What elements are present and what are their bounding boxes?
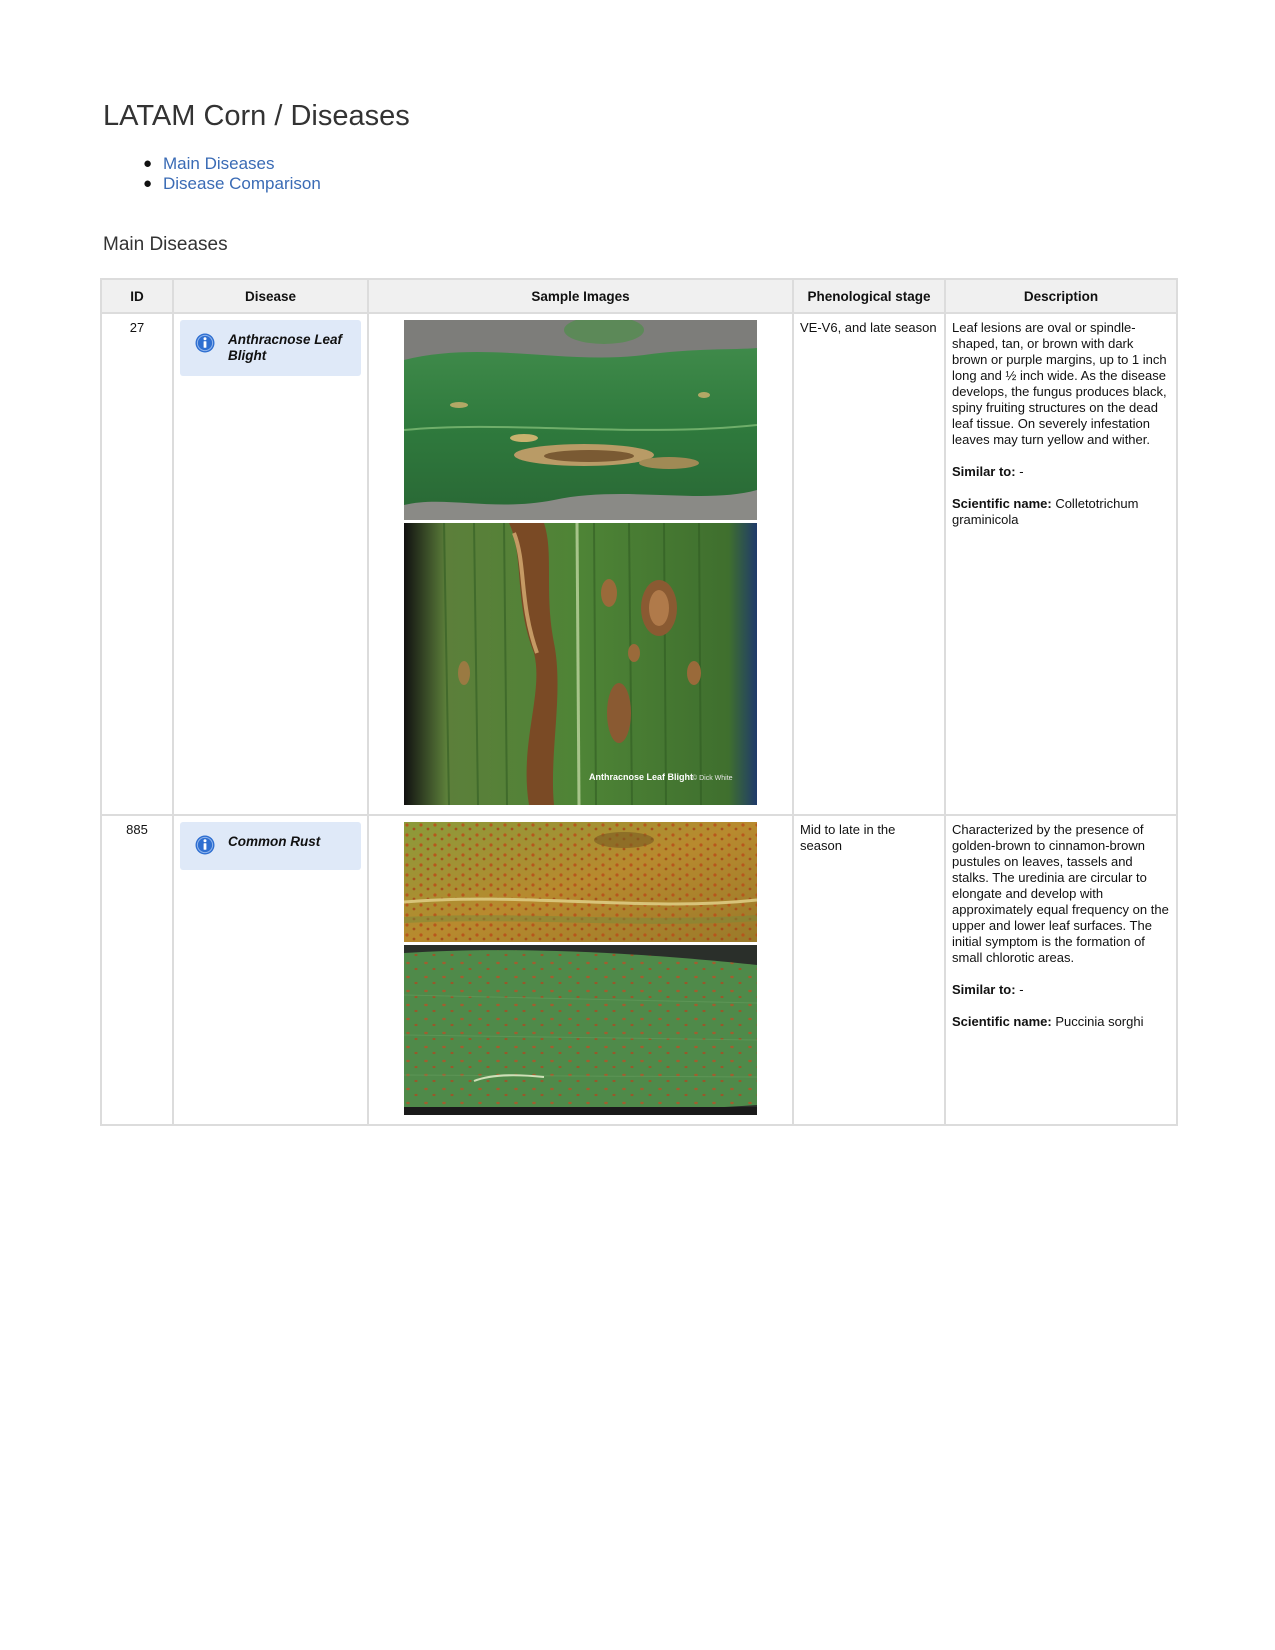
row-id: 27: [101, 313, 173, 815]
toc-item-disease-comparison: [143, 174, 321, 194]
scientific-name: Scientific name: Puccinia sorghi: [952, 1014, 1144, 1029]
table-row: [101, 313, 1177, 815]
toc-link-disease-comparison[interactable]: Disease Comparison: [163, 174, 321, 193]
scientific-name: Scientific name: Colletotrichum graminicola: [952, 496, 1139, 527]
page-title: LATAM Corn / Diseases: [103, 100, 410, 132]
photo-credit: © Dick White: [692, 775, 733, 782]
similar-to: Similar to: -: [952, 464, 1024, 479]
info-icon: [195, 835, 215, 855]
disease-link[interactable]: [180, 822, 361, 870]
disease-cell: [173, 815, 368, 1125]
phenological-stage: VE-V6, and late season: [793, 313, 945, 815]
description-cell: [945, 815, 1177, 1125]
description-cell: [945, 313, 1177, 815]
disease-cell: [173, 313, 368, 815]
common-rust-photo-1: [404, 822, 757, 942]
phenological-stage: Mid to late in the season: [793, 815, 945, 1125]
table-row: [101, 815, 1177, 1125]
row-id: 885: [101, 815, 173, 1125]
sample-images-cell: [368, 815, 793, 1125]
bullet-icon: ●: [143, 155, 153, 172]
diseases-table: [100, 278, 1178, 1126]
disease-link[interactable]: [180, 320, 361, 376]
disease-name: Common Rust: [228, 834, 321, 849]
photo-caption: Anthracnose Leaf Blight: [589, 772, 694, 782]
toc-item-main-diseases: [143, 154, 321, 174]
column-header-description: Description: [945, 279, 1177, 313]
column-header-phenological-stage: Phenological stage: [793, 279, 945, 313]
column-header-disease: Disease: [173, 279, 368, 313]
section-title: Main Diseases: [103, 234, 228, 255]
description-text: Leaf lesions are oval or spindle-shaped, tan, or brown with dark brown or purple margins, up to 1 inch long and ½ inch wide. As the disease develops, the fungus produces black, spiny fruiting structures on the dead leaf tissue. On severely infestation leaves may turn yellow and wither.: [952, 320, 1167, 447]
common-rust-photo-2: [404, 945, 757, 1115]
info-icon: [195, 333, 215, 353]
column-header-sample-images: Sample Images: [368, 279, 793, 313]
anthracnose-leaf-photo-2: [404, 523, 757, 805]
anthracnose-leaf-photo-1: [404, 320, 757, 520]
disease-name: Anthracnose Leaf Blight: [228, 332, 343, 363]
table-of-contents: [143, 154, 321, 194]
table-header-row: [101, 279, 1177, 313]
description-text: Characterized by the presence of golden-brown to cinnamon-brown pustules on leaves, tassels and stalks. The uredinia are circular to elongate and develop with approximately equal frequency on the upper and lower leaf surfaces. The initial symptom is the formation of small chlorotic areas.: [952, 822, 1169, 965]
sample-images-cell: [368, 313, 793, 815]
column-header-id: ID: [101, 279, 173, 313]
toc-link-main-diseases[interactable]: Main Diseases: [163, 154, 275, 173]
bullet-icon: ●: [143, 175, 153, 192]
similar-to: Similar to: -: [952, 982, 1024, 997]
